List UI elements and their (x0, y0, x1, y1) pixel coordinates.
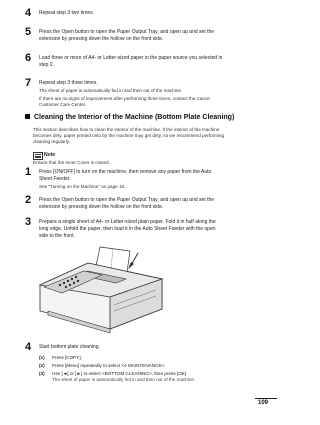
step-number: 3 (25, 216, 32, 228)
step-number: 7 (25, 77, 32, 89)
substep-label: (1) (39, 355, 45, 360)
note-label: Note (44, 152, 56, 158)
step-number: 1 (25, 166, 32, 178)
note-text: Ensure that the Inner Cover is closed. (33, 160, 110, 165)
step-text: Repeat step 3 three times. (39, 80, 98, 86)
substep-extra: The sheet of paper is automatically fed in and then out of the machine. (52, 377, 196, 382)
printer-with-paper-illustration (30, 245, 180, 335)
step-note-line: If there are no signs of improvement after performing three times, contact the Canon (39, 96, 211, 101)
step-text-line: Load three or more of A4- or Letter-sized paper in the paper source you selected in (39, 55, 223, 61)
step-text-line: long edge. Unfold the paper, then load it in the Auto Sheet Feeder with the open (39, 226, 216, 232)
substep-text: Use [◄] or [►] to select <BOTTOM CLEANING>, then press [OK]. (52, 371, 188, 376)
note-icon (33, 152, 43, 160)
step-note-line: Customer Care Center. (39, 102, 87, 107)
step-text-line: Press [ON/OFF] to turn on the machine, then remove any paper from the Auto (39, 169, 212, 175)
step-text: Repeat step 3 two times. (39, 10, 95, 16)
step-text-line: extension by pressing down the hollow on the front side. (39, 36, 164, 42)
step-text-line: side to the front. (39, 233, 75, 239)
section-intro-line: cleaning regularly. (33, 139, 70, 144)
substep-label: (2) (39, 363, 45, 368)
step-number: 4 (25, 7, 32, 19)
step-text-line: Sheet Feeder. (39, 176, 71, 182)
substep-text: Press [COPY]. (52, 355, 82, 360)
section-intro-line: becomes dirty, paper printed onto by the machine may get dirty, so we recommend performing (33, 133, 225, 138)
page-number: 109 (258, 400, 269, 406)
step-reference: See "Turning on the Machine" on page 18. (39, 184, 126, 189)
step-number: 6 (25, 52, 32, 64)
step-text: Start bottom plate cleaning. (39, 344, 100, 350)
section-intro-line: This section describes how to clean the interior of the machine. If the interior of the machine (33, 127, 220, 132)
step-text-line: step 2. (39, 62, 55, 68)
square-bullet-icon (25, 114, 30, 119)
step-number: 4 (25, 341, 32, 353)
substep-text: Press [Menu] repeatedly to select <4 MAINTENANCE>. (52, 363, 166, 368)
step-number: 5 (25, 26, 32, 38)
step-text-line: Press the Open button to open the Paper Output Tray, and open up and set the (39, 29, 215, 35)
section-title: Cleaning the Interior of the Machine (Bottom Plate Cleaning) (25, 114, 234, 122)
substep-label: (3) (39, 371, 45, 376)
step-note-line: The sheet of paper is automatically fed in and then out of the machine. (39, 88, 183, 93)
step-text-line: extension by pressing down the hollow on the front side. (39, 204, 164, 210)
page-number-rule (255, 398, 277, 399)
step-text-line: Prepare a single sheet of A4- or Letter-sized plain paper. Fold it in half along the (39, 219, 216, 225)
step-number: 2 (25, 194, 32, 206)
step-text-line: Press the Open button to open the Paper Output Tray, and open up and set the (39, 197, 215, 203)
